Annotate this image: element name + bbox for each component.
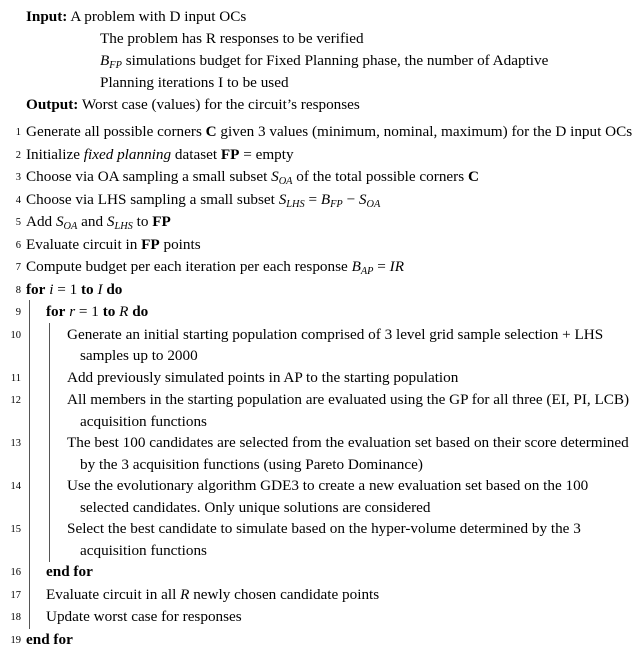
line-content	[21, 432, 643, 475]
line-number: 17	[10, 589, 21, 601]
indent-guide-level-1	[29, 300, 30, 324]
line-number: 11	[10, 372, 21, 384]
line-text: The best 100 candidates are selected from the evaluation set based on their score determined by the 3 acquisition functions (using Pareto Dominance)	[67, 434, 629, 473]
line-number: 6	[15, 239, 21, 251]
output-label: Output:	[26, 96, 79, 113]
indent-guide-level-1	[29, 366, 30, 390]
algorithm-line	[0, 211, 643, 234]
indent-guide-level-2	[49, 388, 50, 433]
line-content	[21, 561, 643, 583]
line-content	[21, 234, 643, 256]
line-content	[21, 629, 643, 651]
algorithm-line	[0, 584, 643, 607]
algorithm-steps-list	[0, 121, 643, 651]
line-content	[21, 584, 643, 606]
output-row	[0, 94, 643, 116]
indent-guide-level-1	[29, 431, 30, 476]
input-row-4	[0, 72, 643, 94]
algorithm-line	[0, 234, 643, 257]
input-row-3	[0, 50, 643, 72]
line-content	[21, 518, 643, 561]
line-number: 7	[15, 262, 21, 273]
algorithm-line	[0, 606, 643, 629]
line-number: 10	[10, 329, 21, 341]
line-number: 14	[10, 481, 21, 492]
algorithm-line	[0, 144, 643, 167]
line-number: 15	[10, 524, 21, 535]
line-number: 13	[10, 438, 21, 449]
indent-guide-level-2	[49, 474, 50, 519]
algorithm-line	[0, 121, 643, 144]
line-text: Select the best candidate to simulate based on the hyper-volume determined by the 3 acquisition functions	[67, 520, 581, 559]
line-content	[21, 279, 643, 301]
line-content	[21, 166, 643, 188]
indent-guide-level-2	[49, 323, 50, 368]
line-number: 1	[15, 127, 21, 138]
indent-guide-level-1	[29, 605, 30, 629]
line-number: 19	[10, 634, 21, 646]
algorithm-line	[0, 279, 643, 302]
algorithm-io-header	[0, 0, 643, 116]
indent-guide-level-1	[29, 323, 30, 368]
algorithm-line	[0, 629, 643, 652]
line-text: Initialize fixed planning dataset FP = empty	[26, 145, 294, 163]
line-text: for r = 1 to R do	[46, 303, 149, 320]
line-text: Compute budget per each iteration per each response $B_{AP}$ = IR	[26, 258, 404, 277]
line-content	[21, 121, 643, 143]
input-line-2-text: The problem has R responses to be verified	[100, 30, 364, 47]
indent-guide-level-1	[29, 583, 30, 607]
algorithm-line	[0, 518, 643, 561]
input-label: Input:	[26, 8, 68, 25]
line-text: Generate all possible corners C given 3 values (minimum, nominal, maximum) for the D input OCs	[26, 123, 633, 140]
indent-guide-level-1	[29, 517, 30, 562]
line-number: 8	[15, 284, 21, 296]
budget-symbol-b: B	[100, 52, 110, 69]
line-text: Use the evolutionary algorithm GDE3 to create a new evaluation set based on the 100 selected candidates. Only unique solutions are considered	[67, 477, 589, 516]
line-content	[21, 144, 643, 166]
indent-guide-level-2	[49, 517, 50, 562]
input-line-3-text: simulations budget for Fixed Planning phase, the number of Adaptive	[121, 52, 549, 69]
indent-guide-level-1	[29, 388, 30, 433]
line-text: end for	[26, 630, 73, 648]
line-content	[21, 189, 643, 211]
algorithm-line	[0, 475, 643, 518]
line-content	[21, 211, 643, 233]
indent-guide-level-2	[49, 431, 50, 476]
line-number: 4	[15, 194, 21, 206]
algorithm-line	[0, 256, 643, 279]
line-content	[21, 475, 643, 518]
line-text: end for	[46, 563, 93, 580]
input-line-4-text: Planning iterations I to be used	[100, 74, 289, 91]
line-number: 9	[15, 307, 21, 318]
line-text: for i = 1 to I do	[26, 280, 123, 298]
line-number: 18	[10, 612, 21, 623]
indent-guide-level-1	[29, 474, 30, 519]
input-row-2	[0, 28, 643, 50]
line-number: 3	[15, 172, 21, 183]
line-text: Evaluate circuit in all R newly chosen candidate points	[46, 585, 380, 603]
line-content	[21, 606, 643, 628]
output-line-text: Worst case (values) for the circuit’s responses	[81, 96, 360, 113]
algorithm-line	[0, 166, 643, 189]
algorithm-line	[0, 389, 643, 432]
line-text: Add previously simulated points in AP to the starting population	[67, 368, 459, 386]
input-row-1	[0, 6, 643, 28]
algorithm-line	[0, 189, 643, 212]
budget-subscript-fp: FP	[109, 59, 122, 71]
algorithm-line	[0, 324, 643, 367]
line-text: Add $S_{OA}$ and $S_{LHS}$ to FP	[26, 213, 171, 232]
line-number: 5	[15, 217, 21, 228]
line-content	[21, 256, 643, 278]
algorithm-line	[0, 561, 643, 584]
algorithm-line	[0, 432, 643, 475]
line-text: Evaluate circuit in FP points	[26, 235, 201, 253]
line-content	[21, 389, 643, 432]
line-number: 12	[10, 395, 21, 406]
algorithm-line	[0, 367, 643, 390]
indent-guide-level-2	[49, 366, 50, 390]
algorithm-line	[0, 301, 643, 324]
line-text: Generate an initial starting population comprised of 3 level grid sample selection + LHS samples up to 2000	[67, 325, 604, 364]
line-text: Update worst case for responses	[46, 608, 242, 625]
line-text: All members in the starting population are evaluated using the GP for all three (EI, PI, LCB) acquisition functions	[67, 391, 630, 430]
line-number: 2	[15, 149, 21, 161]
line-content	[21, 324, 643, 367]
line-content	[21, 301, 643, 323]
input-line-1-text: A problem with D input OCs	[70, 8, 247, 25]
line-text: Choose via OA sampling a small subset $S_{OA}$ of the total possible corners C	[26, 168, 479, 187]
indent-guide-level-1	[29, 560, 30, 584]
line-number: 16	[10, 567, 21, 578]
line-content	[21, 367, 643, 389]
line-text: Choose via LHS sampling a small subset $S_{LHS} = B_{FP} - S_{OA}$	[26, 190, 381, 210]
